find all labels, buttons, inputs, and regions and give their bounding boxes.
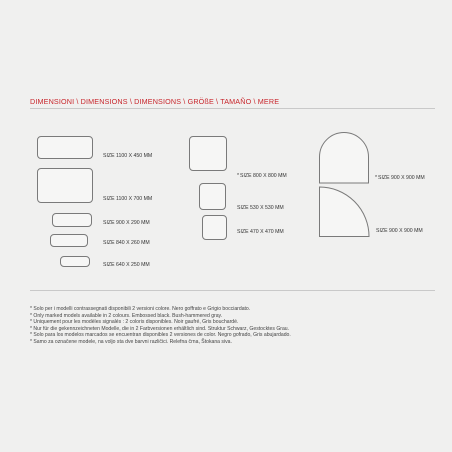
notes-list xyxy=(30,306,291,346)
size-label-800x800 xyxy=(237,173,287,179)
size-label-470x470: SIZE 470 X 470 MM xyxy=(237,229,284,235)
shape-arch-900x900 xyxy=(318,132,370,184)
shape-1100x700 xyxy=(37,168,93,203)
shape-1100x450 xyxy=(37,136,93,159)
size-label-1100x700: SIZE 1100 X 700 MM xyxy=(103,196,153,202)
size-label-640x250: SIZE 640 X 250 MM xyxy=(103,262,150,268)
note-german: * Nur für die gekennzeichneten Modelle, die in 2 Farbversionen erhältlich sind. Struktur Schwarz, Gestocktes Grau. xyxy=(30,325,290,332)
page-title: DIMENSIONI \ DIMENSIONS \ DIMENSIONS \ GRÖßE \ TAMAÑO \ MERE xyxy=(30,97,280,106)
note-french: * Uniquement pour les modèles signalés : 2 coloris disponibles. Noir gaufré, Gris bouchardé. xyxy=(30,319,239,326)
marker-asterisk: * xyxy=(375,175,378,181)
size-arch-text: SIZE 900 X 900 MM xyxy=(378,175,425,181)
size-800x800-text: SIZE 800 X 800 MM xyxy=(240,173,287,179)
shape-640x250 xyxy=(60,256,90,267)
shape-quarter-circle-900x900 xyxy=(318,186,370,238)
note-italian: * Solo per i modelli contrassegnati disponibili 2 versioni colore. Nero goffrato e Grigio bocciardato. xyxy=(30,306,251,312)
shape-840x260 xyxy=(50,234,88,247)
size-label-900x290: SIZE 900 X 290 MM xyxy=(103,220,150,226)
shape-530x530 xyxy=(199,183,226,210)
shape-800x800 xyxy=(189,136,227,171)
note-slovenian: * Samo za označene modele, na voljo sta dve barvni različici. Relefna črna, Štokana siva. xyxy=(30,338,232,345)
divider-top xyxy=(30,108,435,109)
size-label-840x260: SIZE 840 X 260 MM xyxy=(103,240,150,246)
size-label-quarter-900x900: SIZE 900 X 900 MM xyxy=(376,228,423,234)
shape-470x470 xyxy=(202,215,227,240)
size-label-1100x450: SIZE 1100 X 450 MM xyxy=(103,153,153,159)
shape-900x290 xyxy=(52,213,92,227)
note-spanish: * Solo para los modelos marcados se encuentran disponibles 2 versiones de color. Negro gofrado, Gris abujardado. xyxy=(30,332,291,339)
divider-bottom xyxy=(30,290,435,291)
size-label-530x530: SIZE 530 X 530 MM xyxy=(237,205,284,211)
size-label-arch-900x900 xyxy=(375,175,425,181)
marker-asterisk: * xyxy=(237,173,240,179)
note-english: * Only marked models available in 2 colours. Embossed black. Bush-hammered gray. xyxy=(30,312,223,319)
